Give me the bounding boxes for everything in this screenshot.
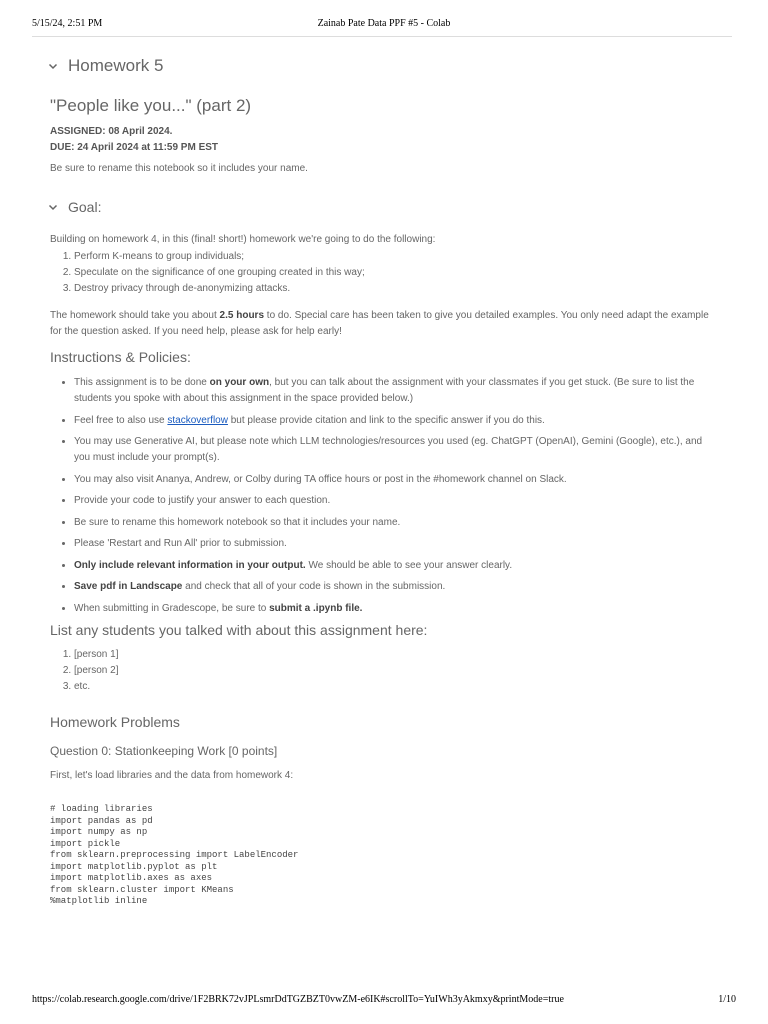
goal-lead: Building on homework 4, in this (final! short!) homework we're going to do the following: xyxy=(50,234,436,245)
chevron-down-icon[interactable] xyxy=(46,200,60,214)
goal-item: 3. Destroy privacy through de-anonymizing attacks. xyxy=(74,281,710,297)
assignment-title: "People like you..." (part 2) xyxy=(50,96,252,115)
print-title: Zainab Pate Data PPF #5 - Colab xyxy=(317,18,451,29)
instruction-item: • This assignment is to be done on your own, but you can talk about the assignment with your classmates if you get stuck. (Be sure to list the students you spoke with about this assignment in the space provided below.) xyxy=(74,375,710,407)
question-0-heading: Question 0: Stationkeeping Work [0 points] xyxy=(50,744,278,758)
section-goal-header[interactable] xyxy=(50,199,710,215)
instruction-item: • Please 'Restart and Run All' prior to submission. xyxy=(74,536,710,552)
instruction-item: • You may use Generative AI, but please note which LLM technologies/resources you used (eg. ChatGPT (OpenAI), Gemini (Google), etc.), and you must include your prompt(s). xyxy=(74,434,710,466)
notebook-content xyxy=(50,56,710,908)
goal-list xyxy=(50,249,710,297)
code-cell[interactable]: # loading libraries import pandas as pd import numpy as np import pickle from sklearn.preprocessing import LabelEncoder import matplotlib.pyplot as plt import matplotlib.axes as axes from sklearn.cluster import KMeans %matplotlib inline xyxy=(50,804,299,906)
instruction-item: • Provide your code to justify your answer to each question. xyxy=(74,493,710,509)
students-heading: List any students you talked with about this assignment here: xyxy=(50,622,428,638)
section-title-homework: Homework 5 xyxy=(68,56,164,75)
goal-item: 1. Perform K-means to group individuals; xyxy=(74,249,710,265)
print-url: https://colab.research.google.com/drive/1F2BRK72vJPLsmrDdTGZBZT0vwZM-e6IK#scrollTo=YuIWh3yAkmxy&printMode=true xyxy=(32,994,564,1005)
assigned-date: ASSIGNED: 08 April 2024. xyxy=(50,126,173,137)
instruction-item: • Be sure to rename this homework notebook so that it includes your name. xyxy=(74,515,710,531)
instructions-list xyxy=(50,375,710,617)
print-footer xyxy=(0,990,768,1010)
print-date: 5/15/24, 2:51 PM xyxy=(32,18,103,29)
print-header xyxy=(0,0,768,36)
student-item: 2. [person 2] xyxy=(74,663,710,679)
instruction-item: • You may also visit Ananya, Andrew, or Colby during TA office hours or post in the #homework channel on Slack. xyxy=(74,472,710,488)
time-hours: 2.5 hours xyxy=(219,310,265,321)
problems-heading: Homework Problems xyxy=(50,714,180,730)
question-0-text: First, let's load libraries and the data from homework 4: xyxy=(50,770,294,781)
time-text: The homework should take you about xyxy=(50,310,220,321)
instruction-item: • When submitting in Gradescope, be sure to submit a .ipynb file. xyxy=(74,601,710,617)
instructions-heading: Instructions & Policies: xyxy=(50,349,191,365)
student-item: 3. etc. xyxy=(74,679,710,695)
time-text: to do. Special care has been taken to give you detailed examples. You only need adapt the example for the question asked. If you need help, please ask for help early! xyxy=(50,310,709,337)
students-list xyxy=(50,647,710,695)
instruction-item: • Feel free to also use stackoverflow but please provide citation and link to the specific answer if you do this. xyxy=(74,413,710,429)
due-date: DUE: 24 April 2024 at 11:59 PM EST xyxy=(50,142,219,153)
section-title-goal: Goal: xyxy=(68,199,102,215)
instruction-item: • Only include relevant information in your output. We should be able to see your answer clearly. xyxy=(74,558,710,574)
instruction-item: • Save pdf in Landscape and check that all of your code is shown in the submission. xyxy=(74,579,710,595)
section-homework-header[interactable] xyxy=(50,56,710,76)
stackoverflow-link[interactable]: stackoverflow xyxy=(167,414,228,426)
chevron-down-icon[interactable] xyxy=(46,59,60,73)
header-divider xyxy=(32,36,732,37)
student-item: 1. [person 1] xyxy=(74,647,710,663)
goal-item: 2. Speculate on the significance of one grouping created in this way; xyxy=(74,265,710,281)
time-estimate xyxy=(50,308,710,340)
rename-note: Be sure to rename this notebook so it includes your name. xyxy=(50,163,308,174)
page-number: 1/10 xyxy=(718,994,736,1005)
